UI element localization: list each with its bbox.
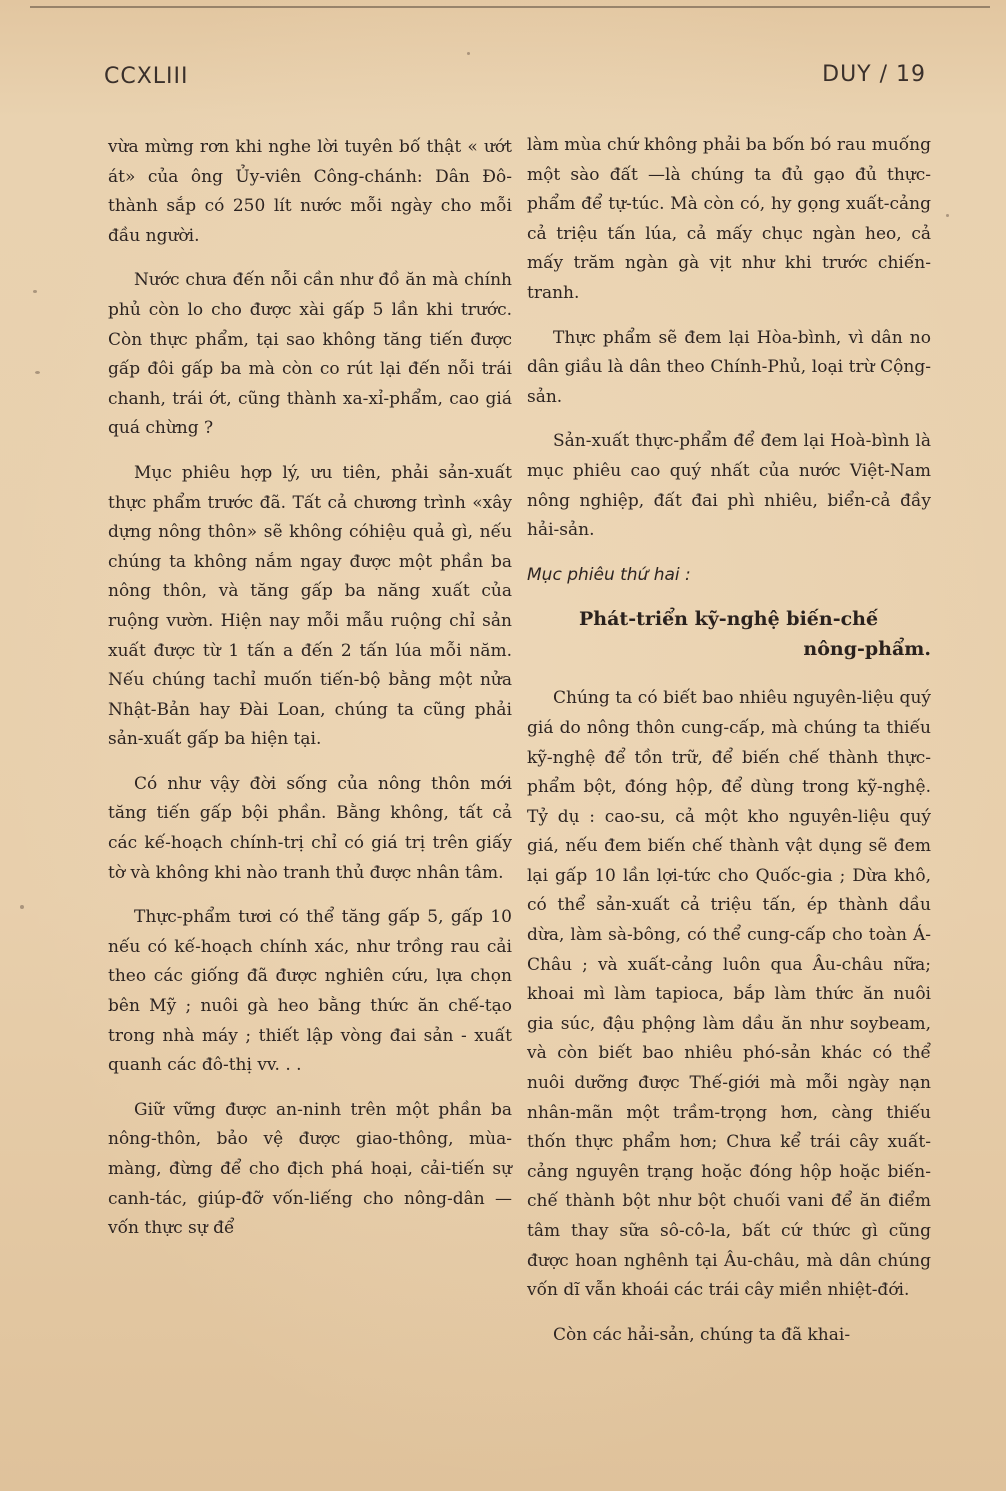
paragraph: Thực-phẩm tươi có thể tăng gấp 5, gấp 10 nếu có kế-hoạch chính xác, như trồng rau cải theo các giống đã được nghiên cứu, lựa chọn bên Mỹ ; nuôi gà heo bằng thức ăn chế-tạo trong nhà máy ; thiết lập vòng đai sản - xuất quanh các đô-thị vv. . .: [108, 907, 512, 1076]
subheading: Mục phiêu thứ hai :: [527, 564, 691, 585]
section-title-line-1: Phát-triển kỹ-nghệ biến-chế: [579, 608, 879, 631]
right-column: [527, 131, 931, 1365]
paragraph: Giữ vững được an-ninh trên một phần ba nông-thôn, bảo vệ được giao-thông, mùa-màng, đừng để cho địch phá hoại, cải-tiến sự canh-tác, giúp-đỡ vốn-liếng cho nông-dân — vốn thực sự để: [108, 1099, 512, 1239]
paper-speck: [946, 214, 949, 217]
paper-speck: [35, 371, 40, 374]
paragraph: Có như vậy đời sống của nông thôn mới tăng tiến gấp bội phần. Bằng không, tất cả các kế-hoạch chính-trị chỉ có giá trị trên giấy tờ và không khi nào tranh thủ được nhân tâm.: [108, 773, 512, 883]
paragraph: Mục phiêu hợp lý, ưu tiên, phải sản-xuất thực phẩm trước đã. Tất cả chương trình «xây dựng nông thôn» sẽ không cóhiệu quả gì, nếu chúng ta không nắm ngay được một phần ba nông thôn, và tăng gấp ba năng xuất của ruộng vườn. Hiện nay mỗi mẫu ruộng chỉ sản xuất được từ 1 tấn a đến 2 tấn lúa mỗi năm. Nếu chúng tachỉ muốn tiến-bộ bằng một nửa Nhật-Bản hay Đài Loan, chúng ta cũng phải sản-xuất gấp ba hiện tại.: [108, 462, 512, 750]
paragraph: vừa mừng rơn khi nghe lời tuyên bố thật « ướt át» của ông Ủy-viên Công-chánh: Dân Đô-thành sắp có 250 lít nước mỗi ngày cho mỗi đầu người.: [108, 137, 512, 246]
paper-speck: [467, 52, 470, 55]
paragraph: Còn các hải-sản, chúng ta đã khai-: [553, 1324, 851, 1345]
page-header-right: DUY / 19: [822, 62, 926, 87]
top-edge-rule: [30, 6, 990, 8]
paragraph: làm mùa chứ không phải ba bốn bó rau muống một sào đất —là chúng ta đủ gạo đủ thực-phẩm để tự-túc. Mà còn có, hy gọng xuất-cảng cả triệu tấn lúa, cả mấy chục ngàn heo, cả mấy trăm ngàn gà vịt như khi trước chiến-tranh.: [527, 135, 931, 303]
paper-speck: [20, 905, 24, 909]
section-title: [527, 604, 931, 664]
paragraph: Sản-xuất thực-phẩm để đem lại Hoà-bình là mục phiêu cao quý nhất của nước Việt-Nam nông nghiệp, đất đai phì nhiêu, biển-cả đầy hải-sản.: [527, 431, 931, 541]
page-header-left: CCXLIII: [104, 64, 189, 89]
paragraph: Nước chưa đến nỗi cần như đồ ăn mà chính phủ còn lo cho được xài gấp 5 lần khi trước. Còn thực phẩm, tại sao không tăng tiến được gấp đôi gấp ba mà còn co rút lại đến nỗi trái chanh, trái ớt, cũng thành xa-xỉ-phẩm, cao giá quá chừng ?: [108, 270, 512, 439]
paragraph: Thực phẩm sẽ đem lại Hòa-bình, vì dân no dân giầu là dân theo Chính-Phủ, loại trừ Cộng-sản.: [527, 327, 931, 407]
section-title-line-2: nông-phẩm.: [803, 638, 931, 661]
paper-speck: [33, 290, 37, 293]
paragraph: Chúng ta có biết bao nhiêu nguyên-liệu quý giá do nông thôn cung-cấp, mà chúng ta thiếu kỹ-nghệ để tồn trữ, để biến chế thành thực-phẩm bột, đóng hộp, để dùng trong kỹ-nghệ. Tỷ dụ : cao-su, cả một kho nguyên-liệu quý giá, nếu đem biến chế thành vật dụng sẽ đem lại gấp 10 lần lợi-tức cho Quốc-gia ; Dừa khô, có thể sản-xuất cả triệu tấn, ép thành dầu dừa, làm sà-bông, có thể cung-cấp cho toàn Á-Châu ; và xuất-cảng luôn qua Âu-châu nữa; khoai mì làm tapioca, bắp làm thức ăn nuôi gia súc, đậu phộng làm dầu ăn như soybeam, và còn biết bao nhiêu phó-sản khác có thể nuôi dưỡng được Thế-giới mà mỗi ngày nạn nhân-mãn một trầm-trọng hơn, càng thiếu thốn thực phẩm hơn; Chưa kể trái cây xuất-cảng nguyên trạng hoặc đóng hộp hoặc biến- chế thành bột như bột chuối vani để ăn điểm tâm thay sữa sô-cô-la, bất cứ thức gì cũng được hoan nghênh tại Âu-châu, mà dân chúng vốn dĩ vẫn khoái các trái cây miền nhiệt-đới.: [527, 688, 931, 1301]
left-column: [108, 133, 512, 1259]
